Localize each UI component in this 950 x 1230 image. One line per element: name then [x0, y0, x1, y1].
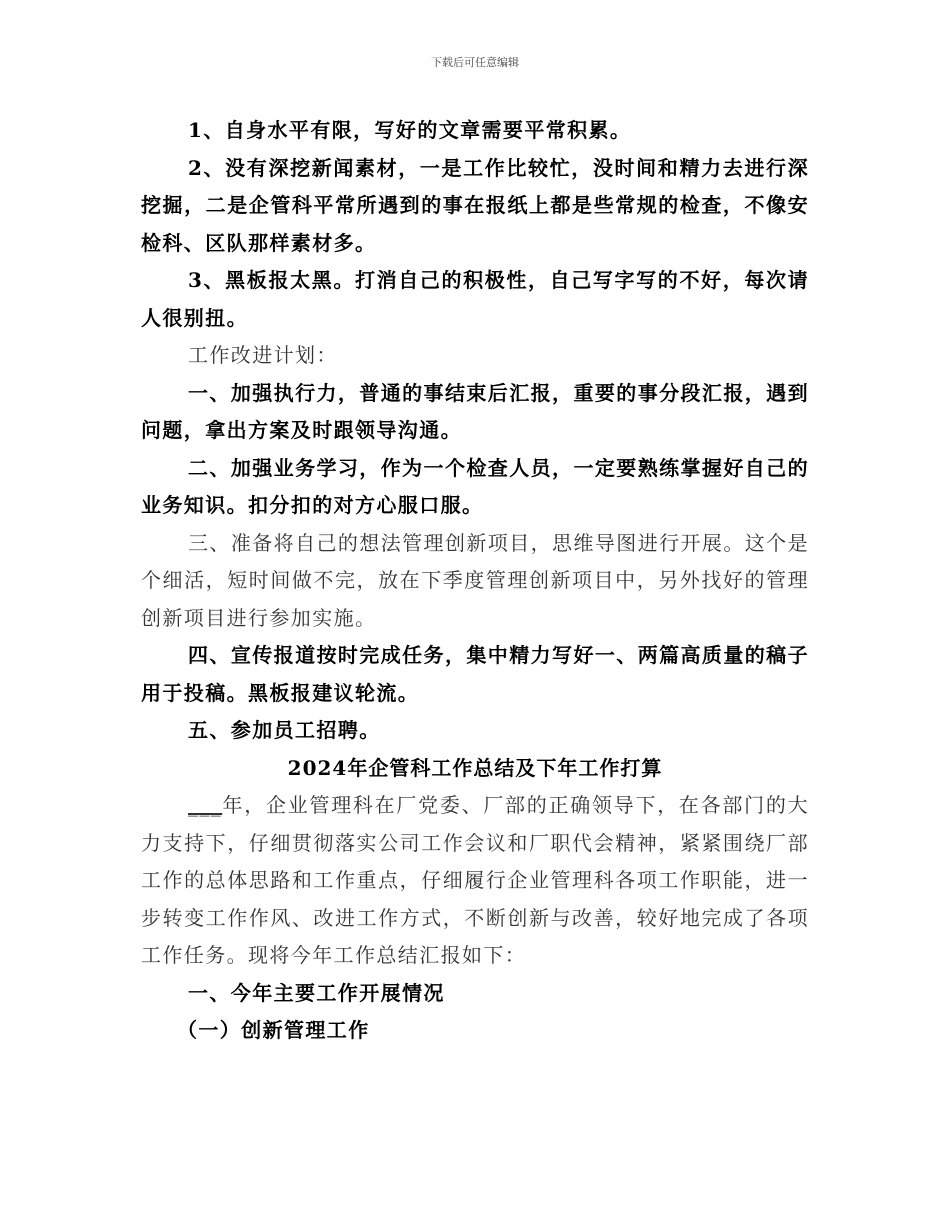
- plan-item-1: 一、加强执行力，普通的事结束后汇报，重要的事分段汇报，遇到问题，拿出方案及时跟领导沟通。: [141, 380, 809, 442]
- document-body: [141, 112, 809, 1050]
- paragraph-item-1: 1、自身水平有限，写好的文章需要平常积累。: [188, 118, 632, 142]
- plan-item-3: 三、准备将自己的想法管理创新项目，思维导图进行开展。这个是个细活，短时间做不完，放在下季度管理创新项目中，另外找好的管理创新项目进行参加实施。: [141, 530, 809, 630]
- plan-item-4: 四、宣传报道按时完成任务，集中精力写好一、两篇高质量的稿子用于投稿。黑板报建议轮流。: [141, 643, 809, 705]
- plan-item-5: 五、参加员工招聘。: [188, 718, 381, 742]
- section-heading: 一、今年主要工作开展情况: [188, 980, 445, 1005]
- improvement-plan-heading: 工作改进计划：: [188, 343, 338, 367]
- year-blank: ___: [188, 793, 223, 817]
- paragraph-item-2: 2、没有深挖新闻素材，一是工作比较忙，没时间和精力去进行深挖掘，二是企管科平常所遇到的事在报纸上都是些常规的检查，不像安检科、区队那样素材多。: [141, 155, 809, 255]
- paragraph-item-3: 3、黑板报太黑。打消自己的积极性，自己写字写的不好，每次请人很别扭。: [141, 268, 809, 330]
- intro-paragraph: [141, 787, 809, 975]
- intro-text: 年，企业管理科在厂党委、厂部的正确领导下，在各部门的大力支持下，仔细贯彻落实公司工作会议和厂职代会精神，紧紧围绕厂部工作的总体思路和工作重点，仔细履行企业管理科各项工作职能，进一步转变工作作风、改进工作方式，不断创新与改善，较好地完成了各项工作任务。现将今年工作总结汇报如下：: [141, 793, 809, 967]
- page-header: 下载后可任意编辑: [431, 56, 519, 69]
- subsection-heading: （一）创新管理工作: [177, 1018, 370, 1042]
- plan-item-2: 二、加强业务学习，作为一个检查人员，一定要熟练掌握好自己的业务知识。扣分扣的对方心服口服。: [141, 455, 809, 517]
- document-title: 2024年企管科工作总结及下年工作打算: [287, 755, 663, 780]
